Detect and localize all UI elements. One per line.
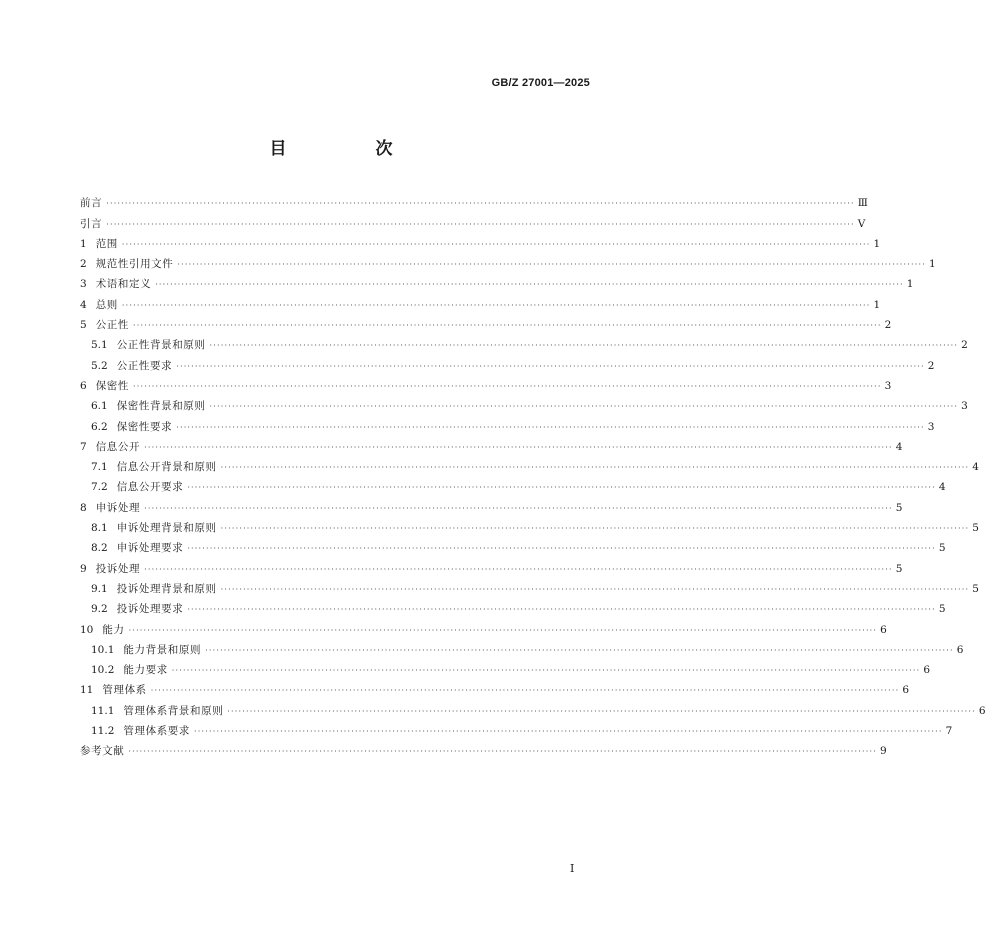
toc-entry-label: 申诉处理 — [95, 501, 141, 514]
toc-entry-number: 3 — [80, 278, 87, 291]
toc-entry-label: 管理体系要求 — [123, 725, 190, 738]
toc-entry[interactable] — [80, 454, 979, 474]
toc-entry-page: 6 — [880, 623, 887, 636]
toc-entry-label: 保密性要求 — [116, 420, 173, 433]
toc-entry-label: 引言 — [80, 217, 103, 230]
toc-entry[interactable] — [80, 413, 935, 433]
toc-entry[interactable] — [80, 535, 946, 555]
toc-entry-page: 5 — [938, 542, 946, 555]
toc-entry-label: 申诉处理要求 — [116, 542, 184, 555]
toc-entry[interactable] — [80, 738, 887, 758]
toc-entry-page: 1 — [928, 258, 936, 271]
toc-leader-dots: ········································································································································································································ — [133, 321, 882, 331]
toc-leader-dots: ········································································································································································································ — [121, 239, 871, 249]
toc-entry-number: 6 — [80, 379, 87, 392]
toc-entry-page: 4 — [938, 481, 946, 494]
toc-entry[interactable] — [80, 291, 881, 311]
toc-entry[interactable] — [80, 555, 903, 575]
toc-entry-number: 1 — [80, 237, 87, 250]
toc-leader-dots: ········································································································································································································ — [128, 625, 878, 635]
toc-entry-page: 5 — [895, 501, 903, 514]
toc-entry-number: 8.1 — [91, 522, 108, 535]
toc-entry[interactable] — [80, 637, 964, 657]
toc-entry-number: 9.2 — [91, 603, 108, 616]
toc-entry[interactable] — [80, 677, 910, 697]
page-title: 目 次 — [269, 139, 429, 159]
toc-entry[interactable] — [80, 190, 868, 210]
toc-entry-page: Ⅲ — [857, 197, 868, 210]
toc-entry-page: Ⅴ — [857, 217, 866, 230]
toc-entry-label: 信息公开 — [95, 440, 141, 453]
toc-entry-number: 8 — [80, 501, 87, 514]
toc-entry-number: 5.2 — [91, 359, 108, 372]
table-of-contents — [80, 190, 986, 758]
toc-entry[interactable] — [80, 271, 914, 291]
toc-entry[interactable] — [80, 231, 881, 251]
toc-entry-page: 2 — [884, 319, 892, 332]
toc-leader-dots: ········································································································································································································ — [187, 544, 936, 554]
toc-entry-label: 总则 — [95, 298, 118, 311]
toc-leader-dots: ········································································································································································································ — [155, 280, 904, 290]
toc-entry[interactable] — [80, 434, 903, 454]
toc-entry-number: 10 — [80, 623, 94, 636]
toc-entry-page: 2 — [961, 339, 968, 352]
toc-entry-page: 3 — [884, 379, 892, 392]
toc-entry-page: 1 — [906, 278, 914, 291]
toc-entry[interactable] — [80, 515, 979, 535]
toc-entry-page: 7 — [945, 725, 953, 738]
toc-entry-page: 4 — [972, 461, 979, 474]
toc-entry-page: 2 — [927, 359, 935, 372]
toc-entry-page: 6 — [923, 664, 931, 677]
toc-entry-page: 3 — [927, 420, 935, 433]
toc-entry-label: 公正性 — [95, 319, 129, 332]
toc-entry-number: 10.1 — [91, 643, 115, 656]
toc-entry-label: 前言 — [80, 197, 103, 210]
toc-entry-label: 保密性 — [95, 379, 129, 392]
toc-entry-page: 5 — [972, 522, 979, 535]
toc-entry-number: 11.1 — [91, 704, 115, 717]
toc-entry-number: 6.1 — [91, 400, 108, 413]
toc-entry-label: 能力背景和原则 — [123, 643, 202, 656]
toc-entry-number: 8.2 — [91, 542, 108, 555]
toc-entry-page: 6 — [978, 704, 986, 717]
toc-leader-dots: ········································································································································································································ — [171, 666, 921, 676]
toc-entry-page: 3 — [961, 400, 968, 413]
toc-entry-label: 投诉处理要求 — [116, 603, 184, 616]
toc-entry-number: 7.2 — [91, 481, 108, 494]
toc-entry-label: 保密性背景和原则 — [116, 400, 206, 413]
toc-entry-label: 能力要求 — [123, 664, 168, 677]
toc-entry[interactable] — [80, 697, 986, 717]
toc-entry-label: 投诉处理背景和原则 — [116, 582, 217, 595]
toc-leader-dots: ········································································································································································································ — [144, 503, 893, 513]
toc-entry-label: 管理体系背景和原则 — [123, 704, 224, 717]
toc-leader-dots: ········································································································································································································ — [144, 564, 893, 574]
toc-entry-number: 2 — [80, 258, 87, 271]
standard-code: GB/Z 27001—2025 — [491, 77, 590, 89]
toc-entry-label: 公正性要求 — [116, 359, 173, 372]
toc-entry[interactable] — [80, 657, 931, 677]
toc-entry[interactable] — [80, 332, 968, 352]
toc-entry[interactable] — [80, 474, 946, 494]
toc-entry-number: 5 — [80, 319, 87, 332]
toc-entry[interactable] — [80, 576, 979, 596]
toc-leader-dots: ········································································································································································································ — [227, 706, 976, 716]
toc-entry-label: 规范性引用文件 — [95, 258, 174, 271]
toc-entry[interactable] — [80, 494, 903, 514]
toc-leader-dots: ········································································································································································································ — [187, 605, 936, 615]
toc-entry-label: 信息公开要求 — [116, 481, 184, 494]
toc-entry-page: 5 — [895, 562, 903, 575]
page-number: Ⅰ — [570, 862, 575, 875]
toc-entry-page: 9 — [880, 745, 887, 758]
toc-entry-label: 范围 — [95, 237, 118, 250]
toc-entry[interactable] — [80, 251, 936, 271]
toc-entry[interactable] — [80, 210, 866, 230]
toc-leader-dots: ········································································································································································································ — [176, 361, 925, 371]
toc-entry-number: 11.2 — [91, 725, 115, 738]
toc-leader-dots: ········································································································································································································ — [106, 199, 855, 209]
toc-entry[interactable] — [80, 352, 935, 372]
toc-entry-label: 投诉处理 — [95, 562, 141, 575]
toc-leader-dots: ········································································································································································································ — [220, 524, 970, 534]
toc-entry-page: 5 — [938, 603, 946, 616]
toc-entry-number: 7.1 — [91, 461, 108, 474]
toc-leader-dots: ········································································································································································································ — [187, 483, 936, 493]
toc-entry-number: 4 — [80, 298, 87, 311]
toc-entry-number: 9.1 — [91, 582, 108, 595]
toc-entry-label: 能力 — [102, 623, 125, 636]
toc-leader-dots: ········································································································································································································ — [150, 686, 900, 696]
toc-entry[interactable] — [80, 718, 953, 738]
toc-leader-dots: ········································································································································································································ — [220, 584, 970, 594]
toc-entry-page: 5 — [972, 582, 979, 595]
toc-leader-dots: ········································································································································································································ — [121, 300, 871, 310]
toc-entry-number: 7 — [80, 440, 87, 453]
toc-leader-dots: ········································································································································································································ — [128, 747, 877, 757]
toc-entry-label: 参考文献 — [80, 745, 125, 758]
toc-leader-dots: ········································································································································································································ — [106, 219, 855, 229]
toc-entry-label: 管理体系 — [102, 684, 147, 697]
toc-entry-page: 1 — [873, 237, 881, 250]
toc-leader-dots: ········································································································································································································ — [144, 442, 893, 452]
toc-entry[interactable] — [80, 312, 892, 332]
toc-entry[interactable] — [80, 596, 946, 616]
toc-entry[interactable] — [80, 373, 892, 393]
toc-entry-label: 申诉处理背景和原则 — [116, 522, 217, 535]
toc-leader-dots: ········································································································································································································ — [209, 341, 959, 351]
toc-entry-label: 公正性背景和原则 — [116, 339, 206, 352]
toc-entry-page: 4 — [895, 440, 903, 453]
toc-entry-label: 术语和定义 — [95, 278, 152, 291]
toc-leader-dots: ········································································································································································································ — [194, 727, 943, 737]
toc-entry[interactable] — [80, 616, 887, 636]
toc-entry-number: 5.1 — [91, 339, 108, 352]
toc-entry-page: 1 — [873, 298, 881, 311]
toc-leader-dots: ········································································································································································································ — [176, 422, 925, 432]
toc-leader-dots: ········································································································································································································ — [133, 381, 882, 391]
toc-leader-dots: ········································································································································································································ — [209, 402, 959, 412]
toc-entry-label: 信息公开背景和原则 — [116, 461, 217, 474]
toc-entry-page: 6 — [902, 684, 910, 697]
toc-leader-dots: ········································································································································································································ — [205, 645, 954, 655]
toc-entry-page: 6 — [956, 643, 964, 656]
toc-entry[interactable] — [80, 393, 968, 413]
toc-entry-number: 10.2 — [91, 664, 115, 677]
toc-entry-number: 11 — [80, 684, 94, 697]
toc-entry-number: 6.2 — [91, 420, 108, 433]
toc-entry-number: 9 — [80, 562, 87, 575]
toc-leader-dots: ········································································································································································································ — [177, 260, 926, 270]
toc-leader-dots: ········································································································································································································ — [220, 463, 970, 473]
